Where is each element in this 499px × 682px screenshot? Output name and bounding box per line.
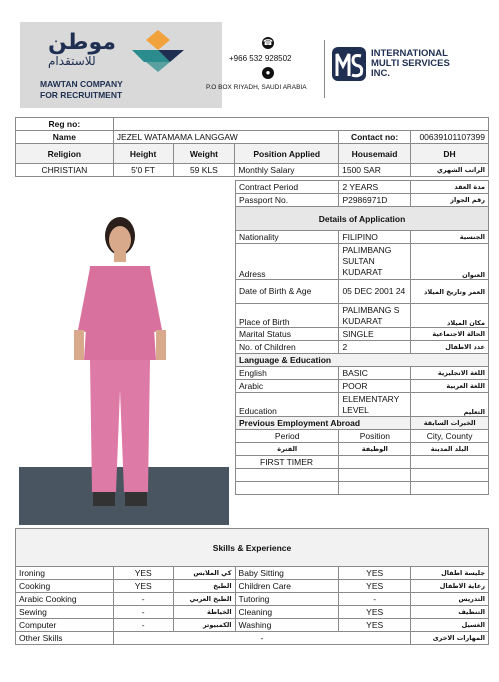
nationality-value: FILIPINO bbox=[339, 231, 411, 244]
employment-empty bbox=[339, 469, 411, 482]
skill-value: - bbox=[113, 606, 173, 619]
passport-label: Passport No. bbox=[236, 194, 339, 207]
ims-logo-icon bbox=[331, 44, 367, 84]
arabic-value: POOR bbox=[339, 380, 411, 393]
birthplace-value: PALIMBANG S KUDARAT bbox=[339, 304, 411, 328]
address-label: Adress bbox=[236, 244, 339, 280]
employment-title-arabic: الخبرات السابقة bbox=[411, 417, 489, 430]
skill-value: YES bbox=[339, 567, 411, 580]
weight-header: Weight bbox=[173, 144, 235, 164]
other-skills-value: - bbox=[113, 632, 410, 645]
nationality-arabic: الجنسية bbox=[411, 231, 489, 244]
address-arabic: العنوان bbox=[411, 244, 489, 280]
skill-arabic: الكمبيوتر bbox=[173, 619, 235, 632]
skill-arabic: كي الملابس bbox=[173, 567, 235, 580]
skill-value: YES bbox=[339, 580, 411, 593]
skill-value: YES bbox=[113, 580, 173, 593]
employment-title: Previous Employment Abroad bbox=[236, 417, 411, 430]
language-title: Language & Education bbox=[236, 354, 489, 367]
position-value: Housemaid bbox=[339, 144, 411, 164]
skill-arabic: التنظيف bbox=[411, 606, 489, 619]
applicant-figure bbox=[60, 210, 180, 516]
marital-arabic: الحالة الاجتماعية bbox=[411, 328, 489, 341]
religion-value: CHRISTIAN bbox=[16, 164, 114, 177]
marital-label: Marital Status bbox=[236, 328, 339, 341]
skill-arabic: رعاية الاطفال bbox=[411, 580, 489, 593]
skill-value: - bbox=[113, 593, 173, 606]
skill-label: Tutoring bbox=[235, 593, 339, 606]
city-header: City, County bbox=[411, 430, 489, 443]
marital-value: SINGLE bbox=[339, 328, 411, 341]
skill-label: Arabic Cooking bbox=[16, 593, 114, 606]
other-skills-label: Other Skills bbox=[16, 632, 114, 645]
skill-arabic: الطبخ العربي bbox=[173, 593, 235, 606]
skill-label: Ironing bbox=[16, 567, 114, 580]
skill-arabic: الغسيل bbox=[411, 619, 489, 632]
english-arabic: اللغة الانجليزية bbox=[411, 367, 489, 380]
height-value: 5'0 FT bbox=[113, 164, 173, 177]
arabic-arabic: اللغة العربية bbox=[411, 380, 489, 393]
mawtan-logo-icon bbox=[130, 28, 186, 74]
reg-label: Reg no: bbox=[16, 118, 114, 131]
contact-value: 00639101107399 bbox=[410, 131, 488, 144]
first-timer: FIRST TIMER bbox=[236, 456, 339, 469]
employment-empty bbox=[339, 456, 411, 469]
location-icon: ● bbox=[262, 67, 274, 79]
height-header: Height bbox=[113, 144, 173, 164]
period-arabic: الفترة bbox=[236, 443, 339, 456]
skill-value: YES bbox=[339, 606, 411, 619]
top-info-table bbox=[15, 117, 489, 177]
skill-label: Cleaning bbox=[235, 606, 339, 619]
salary-label: Monthly Salary bbox=[235, 164, 339, 177]
employment-empty bbox=[339, 482, 411, 495]
education-value: ELEMENTARY LEVEL bbox=[339, 393, 411, 417]
partner-name: INTERNATIONAL MULTI SERVICES INC. bbox=[371, 48, 450, 79]
address-value: PALIMBANG SULTAN KUDARAT bbox=[339, 244, 411, 280]
skill-value: - bbox=[113, 619, 173, 632]
position-col-header: Position bbox=[339, 430, 411, 443]
birthplace-arabic: مكان الميلاد bbox=[411, 304, 489, 328]
skill-arabic: التدريس bbox=[411, 593, 489, 606]
weight-value: 59 KLS bbox=[173, 164, 235, 177]
english-value: BASIC bbox=[339, 367, 411, 380]
company-name-arabic: موطن bbox=[48, 30, 116, 55]
arabic-label: Arabic bbox=[236, 380, 339, 393]
skills-table bbox=[15, 528, 489, 645]
english-label: English bbox=[236, 367, 339, 380]
other-skills-arabic: المهارات الاخرى bbox=[411, 632, 489, 645]
skill-arabic: الطبخ bbox=[173, 580, 235, 593]
skills-title: Skills & Experience bbox=[16, 529, 489, 567]
employment-empty bbox=[411, 469, 489, 482]
name-label: Name bbox=[16, 131, 114, 144]
header-divider bbox=[324, 40, 325, 98]
company-name-english: MAWTAN COMPANY FOR RECRUITMENT bbox=[40, 79, 123, 100]
salary-arabic: الراتب الشهري bbox=[410, 164, 488, 177]
skill-label: Children Care bbox=[235, 580, 339, 593]
religion-header: Religion bbox=[16, 144, 114, 164]
name-value: JEZEL WATAMAMA LANGGAW bbox=[113, 131, 338, 144]
city-arabic: البلد المدينة bbox=[411, 443, 489, 456]
contact-label: Contact no: bbox=[339, 131, 411, 144]
reg-value bbox=[113, 118, 488, 131]
position-header: Position Applied bbox=[235, 144, 339, 164]
education-label: Education bbox=[236, 393, 339, 417]
contract-value: 2 YEARS bbox=[339, 181, 411, 194]
skill-value: - bbox=[339, 593, 411, 606]
period-header: Period bbox=[236, 430, 339, 443]
dob-value: 05 DEC 2001 24 bbox=[339, 280, 411, 304]
contract-label: Contract Period bbox=[236, 181, 339, 194]
address: P.O BOX RIYADH, SAUDI ARABIA bbox=[206, 84, 307, 91]
employment-empty bbox=[411, 482, 489, 495]
dob-arabic: العمر وتاريخ الميلاد bbox=[411, 280, 489, 304]
skill-label: Washing bbox=[235, 619, 339, 632]
employment-empty bbox=[411, 456, 489, 469]
birthplace-label: Place of Birth bbox=[236, 304, 339, 328]
dob-label: Date of Birth & Age bbox=[236, 280, 339, 304]
skill-arabic: الخياطة bbox=[173, 606, 235, 619]
position-arabic: الوظيفة bbox=[339, 443, 411, 456]
skill-value: YES bbox=[339, 619, 411, 632]
skill-label: Baby Sitting bbox=[235, 567, 339, 580]
company-subname-arabic: للاستقدام bbox=[48, 54, 96, 68]
passport-arabic: رقم الجواز bbox=[411, 194, 489, 207]
phone-number: +966 532 928502 bbox=[229, 54, 292, 63]
skill-label: Computer bbox=[16, 619, 114, 632]
skill-value: YES bbox=[113, 567, 173, 580]
children-arabic: عدد الاطفال bbox=[411, 341, 489, 354]
phone-icon: ☎ bbox=[263, 38, 273, 47]
skill-label: Sewing bbox=[16, 606, 114, 619]
employment-empty bbox=[236, 469, 339, 482]
passport-value: P2986971D bbox=[339, 194, 411, 207]
skill-label: Cooking bbox=[16, 580, 114, 593]
children-value: 2 bbox=[339, 341, 411, 354]
salary-value: 1500 SAR bbox=[339, 164, 411, 177]
skill-arabic: جليسة اطفال bbox=[411, 567, 489, 580]
children-label: No. of Children bbox=[236, 341, 339, 354]
employment-empty bbox=[236, 482, 339, 495]
position-code: DH bbox=[410, 144, 488, 164]
details-table bbox=[235, 180, 489, 495]
contract-arabic: مدة العقد bbox=[411, 181, 489, 194]
application-title: Details of Application bbox=[236, 207, 489, 231]
nationality-label: Nationality bbox=[236, 231, 339, 244]
education-arabic: التعليم bbox=[411, 393, 489, 417]
